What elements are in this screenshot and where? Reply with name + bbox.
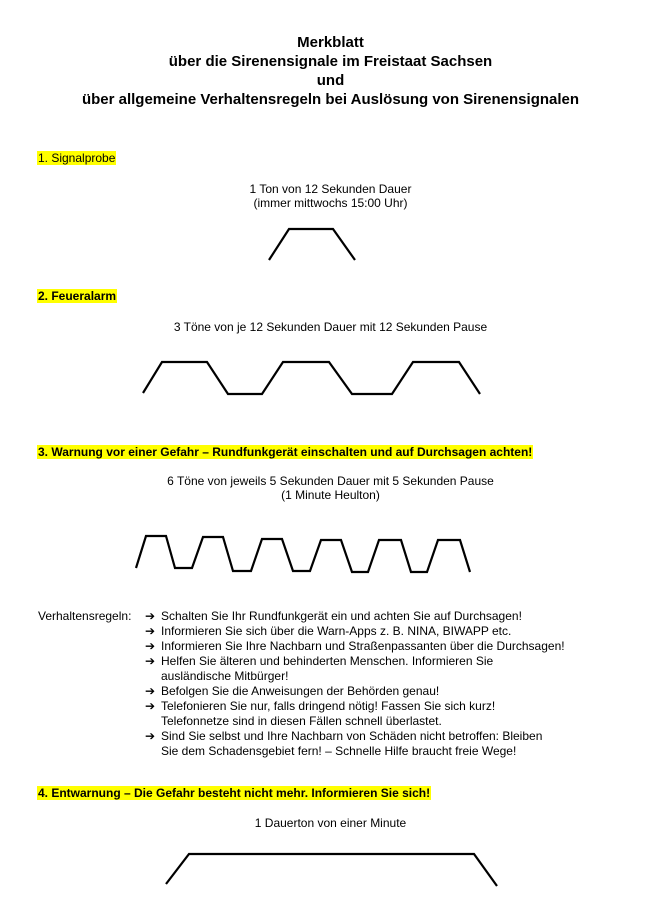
arrow-right-icon: ➔	[145, 654, 156, 668]
signal-2-waveform	[143, 362, 480, 394]
title-line-2: über die Sirenensignale im Freistaat Sachsen	[168, 53, 493, 70]
section-2-heading: 2. Feueralarm	[38, 289, 117, 303]
title-line-1: Merkblatt	[297, 34, 364, 51]
rules-label: Verhaltensregeln:	[38, 609, 132, 623]
rule-item: ➔ Helfen Sie älteren und behinderten Menschen. Informieren Sie ausländische Mitbürger!	[145, 654, 494, 683]
rule-item: ➔ Telefonieren Sie nur, falls dringend nötig! Fassen Sie sich kurz! Telefonnetze sind in diesen Fällen schnell überlastet.	[145, 699, 496, 728]
rule-item: ➔ Informieren Sie sich über die Warn-Apps z. B. NINA, BIWAPP etc.	[145, 624, 512, 638]
section-4-description: 1 Dauerton von einer Minute	[254, 816, 407, 830]
arrow-right-icon: ➔	[145, 639, 156, 653]
rule-item: ➔ Befolgen Sie die Anweisungen der Behörden genau!	[145, 684, 440, 698]
rule-item: ➔ Sind Sie selbst und Ihre Nachbarn von Schäden nicht betroffen: Bleiben Sie dem Schadensgebiet fern! – Schnelle Hilfe braucht freie Wege!	[145, 729, 543, 758]
signal-3-waveform	[136, 536, 470, 572]
arrow-right-icon: ➔	[145, 699, 156, 713]
arrow-right-icon: ➔	[145, 729, 156, 743]
arrow-right-icon: ➔	[145, 609, 156, 623]
section-3-note: (1 Minute Heulton)	[281, 488, 380, 502]
arrow-right-icon: ➔	[145, 624, 156, 638]
signal-1-waveform	[269, 229, 355, 260]
rule-item: ➔ Schalten Sie Ihr Rundfunkgerät ein und achten Sie auf Durchsagen!	[145, 609, 522, 623]
signal-4-waveform	[166, 854, 497, 886]
title-line-3: und	[316, 72, 345, 89]
section-3-heading: 3. Warnung vor einer Gefahr – Rundfunkgerät einschalten und auf Durchsagen achten!	[38, 445, 533, 459]
rule-item: ➔ Informieren Sie Ihre Nachbarn und Straßenpassanten über die Durchsagen!	[145, 639, 565, 653]
section-4-heading: 4. Entwarnung – Die Gefahr besteht nicht mehr. Informieren Sie sich!	[38, 786, 431, 800]
title-line-4: über allgemeine Verhaltensregeln bei Auslösung von Sirenensignalen	[81, 91, 580, 108]
section-2-description: 3 Töne von je 12 Sekunden Dauer mit 12 Sekunden Pause	[173, 320, 488, 334]
arrow-right-icon: ➔	[145, 684, 156, 698]
section-1-description: 1 Ton von 12 Sekunden Dauer	[249, 182, 412, 196]
section-1-note: (immer mittwochs 15:00 Uhr)	[253, 196, 408, 210]
section-3-description: 6 Töne von jeweils 5 Sekunden Dauer mit 5 Sekunden Pause	[167, 474, 494, 488]
section-1-heading: 1. Signalprobe	[38, 151, 116, 165]
